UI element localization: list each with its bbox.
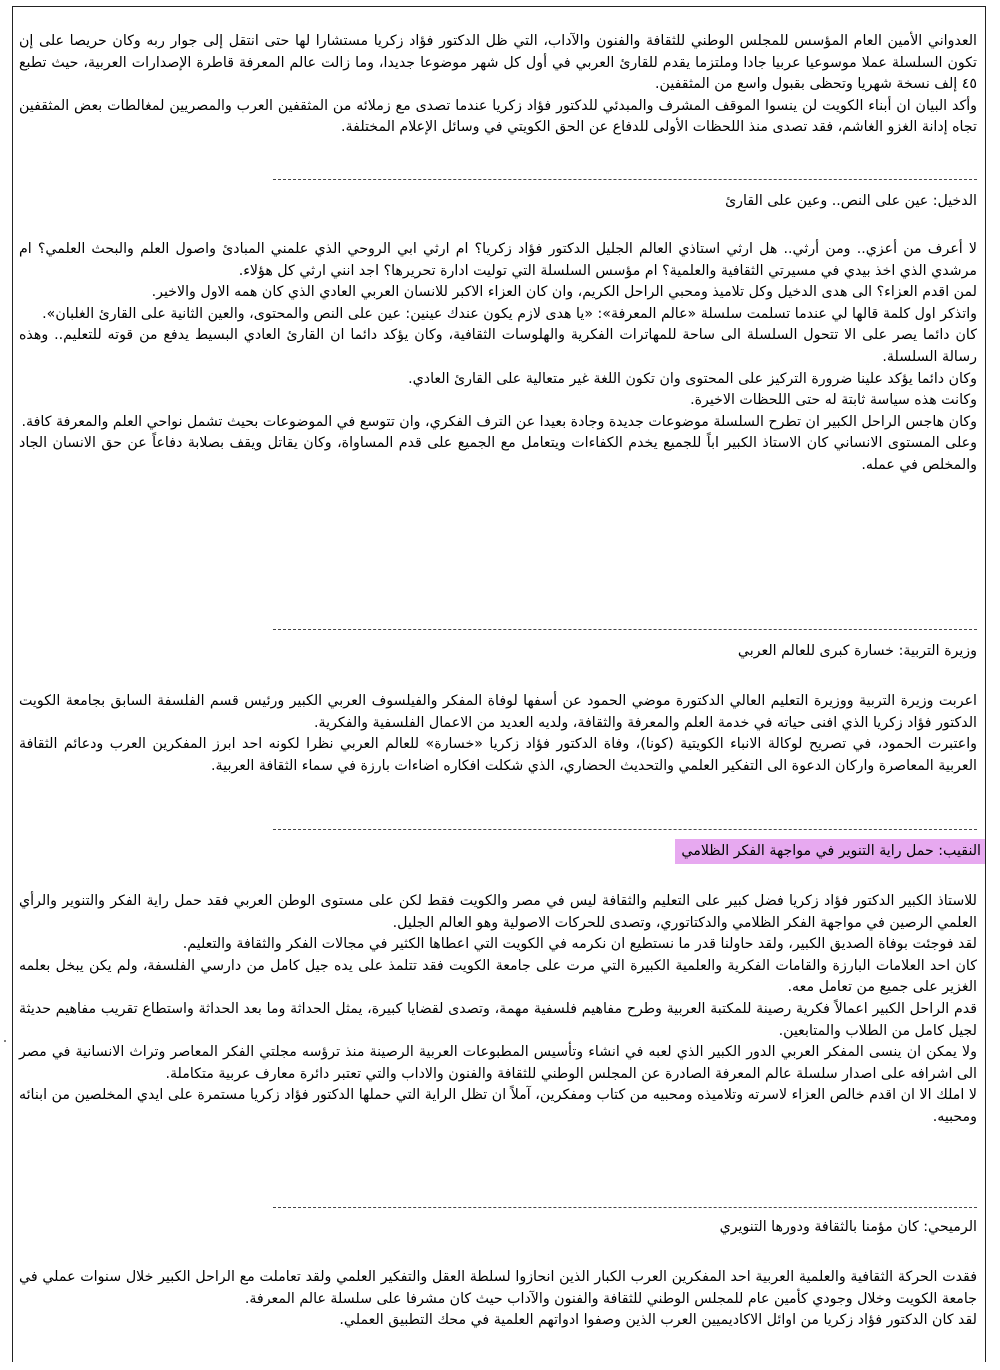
paragraph: واتذكر اول كلمة قالها لي عندما تسلمت سلسلة «عالم المعرفة»: «يا هدى لازم يكون عندك عينين: عين على النص والمحتوى، والعين الثانية على القارئ الغلبان».	[42, 305, 977, 322]
section-body-dakheel	[19, 239, 977, 477]
section-body-minister	[19, 691, 977, 777]
margin-mark	[4, 1040, 6, 1042]
separator-rule	[273, 829, 977, 830]
highlighted-heading: النقيب: حمل راية التنوير في مواجهة الفكر الظلامي	[675, 839, 985, 864]
section-body-naqib	[19, 891, 977, 1129]
paragraph: لمن اقدم العزاء؟ الى هدى الدخيل وكل تلاميذ ومحبي الراحل الكريم، وان كان العزاء الاكبر للانسان العربي العادي الذي كان همه الاول والاخير.	[151, 284, 977, 301]
paragraph: كان دائما يصر على الا تتحول السلسلة الى ساحة للمهاترات الفكرية والهلوسات الثقافية، وكان يؤكد دائما ان القارئ العادي البسيط يدفع من قوته للتعليم.. وهذه رسالة السلسلة.	[19, 327, 977, 365]
section-body-rumaihi	[19, 1267, 977, 1332]
article-page	[12, 6, 986, 1362]
section-heading-dakheel: الدخيل: عين على النص.. وعين على القارئ	[725, 193, 977, 209]
paragraph: كان احد العلامات البارزة والقامات الفكرية والعلمية الكبيرة التي مرت على جامعة الكويت فقد تتلمذ على يده جيل كامل من دارسي الفلسفة، ولم يكن يبخل بعلمه الغزير على جميع من تعامل معه.	[19, 957, 977, 996]
section-heading-naqib	[675, 839, 985, 864]
paragraph: وأكد البيان ان أبناء الكويت لن ينسوا الموقف المشرف والمبدئي للدكتور فؤاد زكريا عندما تصدى مع زملائه من المثقفين العرب والمصريين لمغالطات بعض المثقفين تجاه إدانة الغزو الغاشم، فقد تصدى منذ اللحظات الأولى للدفاع عن الحق الكويتي في وسائل الإعلام المختلفة.	[19, 97, 977, 136]
paragraph: قدم الراحل الكبير اعمالاً فكرية رصينة للمكتبة العربية وطرح مفاهيم فلسفية مهمة، وتصدى لقضايا كبيرة، يمثل الحداثة وما بعد الحداثة واستطاع تقريب مفاهيم حديثة لجيل كامل من الطلاب والمتابعين.	[19, 1000, 977, 1039]
paragraph: واعتبرت الحمود، في تصريح لوكالة الانباء الكويتية (كونا)، وفاة الدكتور فؤاد زكريا «خسارة» للعالم العربي نظرا لكونه احد ابرز المفكرين العرب ودعائم الثقافة العربية المعاصرة واركان الدعوة الى التفكير العلمي والتحديث الحضاري، الذي شكلت افكاره اضاءات بارزة في سماء الثقافة العربية.	[19, 736, 977, 774]
separator-rule	[273, 629, 977, 630]
paragraph: وكان هاجس الراحل الكبير ان تطرح السلسلة موضوعات جديدة وجادة بعيدا عن الترف الفكري، وان تتوسع في الموضوعات بحيث تشمل نواحي العلم والمعرفة كافة.	[21, 413, 977, 430]
paragraph: وعلى المستوى الانساني كان الاستاذ الكبير اباً للجميع يخدم الكفاءات ويتعامل مع الجميع على قدم المساواة، وكان يقاتل ويقف بصلابة دفاعاً عن حق الانسان الجاد والمخلص في عمله.	[19, 435, 977, 473]
paragraph: ولا يمكن ان ينسى المفكر العربي الدور الكبير الذي لعبه في انشاء وتأسيس المطبوعات العربية الرصينة منذ ترؤسه مجلتي الفكر المعاصر وتراث الانسانية في مصر الى اشرافه على اصدار سلسلة عالم المعرفة الصادرة عن المجلس الوطني للثقافة والفنون والاداب والتي تعتبر دائرة معارف عربية متكاملة.	[19, 1044, 977, 1082]
paragraph: اعربت وزيرة التربية ووزيرة التعليم العالي الدكتورة موضي الحمود عن أسفها لوفاة المفكر والفيلسوف العربي الكبير ورئيس قسم الفلسفة السابق بجامعة الكويت الدكتور فؤاد زكريا الذي افنى حياته في خدمة العلم والمعرفة والثقافة، ولديه العديد من الاعمال الفلسفية والفكرية.	[19, 693, 977, 731]
paragraph: العدواني الأمين العام المؤسس للمجلس الوطني للثقافة والفنون والآداب، التي ظل الدكتور فؤاد زكريا مستشارا لها حتى انتقل إلى جوار ربه وكان حريصا على إن تكون السلسلة عملا موسوعيا عربيا جادا وملتزما يقدم للقارئ العربي في أول كل شهر موضوعا جديدا، وما زالت عالم المعرفة قاطرة الإصدارات العربية، حيث تطبع ٤٥ إلف نسخة شهريا وتحظى بقبول واسع من المثقفين.	[19, 33, 977, 93]
separator-rule	[273, 179, 977, 180]
paragraph: فقدت الحركة الثقافية والعلمية العربية احد المفكرين العرب الكبار الذين انحازوا لسلطة العقل والتفكير العلمي ولقد تعاملت مع الراحل الكبير خلال سنوات عملي في جامعة الكويت وخلال وجودي كأمين عام للمجلس الوطني للثقافة والفنون والآداب حيث كان مشرفا على سلسلة عالم المعرفة.	[19, 1269, 977, 1307]
paragraph: لا أعرف من أعزي.. ومن أرثي.. هل ارثي استاذي العالم الجليل الدكتور فؤاد زكريا؟ ام ارثي ابي الروحي الذي علمني المبادئ واصول العلم والبحث العلمي؟ ام مرشدي الذي اخذ بيدي في مسيرتي الثقافية والعلمية؟ ام مؤسس السلسلة التي توليت ادارة تحريرها؟ اجد انني ارثي كل هؤلاء.	[19, 241, 977, 279]
section-heading-rumaihi: الرميحي: كان مؤمنا بالثقافة ودورها التنويري	[719, 1219, 977, 1235]
section-heading-minister: وزيرة التربية: خسارة كبرى للعالم العربي	[737, 643, 977, 659]
paragraph: وكان دائما يؤكد علينا ضرورة التركيز على المحتوى وان تكون اللغة غير متعالية على القارئ العادي.	[408, 370, 977, 387]
paragraph: وكانت هذه سياسة ثابتة له حتى اللحظات الاخيرة.	[690, 392, 977, 409]
paragraph: لا املك الا ان اقدم خالص العزاء لاسرته وتلاميذه ومحبيه من كتاب ومفكرين، آملاً ان تظل الراية التي حملها الدكتور فؤاد زكريا مستمرة على ايدي المخلصين من ابنائه ومحبيه.	[19, 1087, 977, 1125]
paragraph: للاستاذ الكبير الدكتور فؤاد زكريا فضل كبير على التعليم والثقافة ليس في مصر والكويت فقط لكن على مستوى الوطن العربي فقد حمل راية الفكر والتنوير والرأي العلمي الرصين في مواجهة الفكر الظلامي والدكتاتوري، وتصدى للحركات الاصولية وهو العالم الجليل.	[19, 893, 977, 931]
intro-text	[19, 31, 977, 139]
paragraph: لقد فوجئت بوفاة الصديق الكبير، ولقد حاولنا قدر ما نستطيع ان نكرمه في الكويت التي اعطاها الكثير في مجالات الفكر والثقافة والتعليم.	[182, 936, 977, 953]
separator-rule	[273, 1207, 977, 1208]
paragraph: لقد كان الدكتور فؤاد زكريا من اوائل الاكاديميين العرب الذين وصفوا ادواتهم العلمية في محك التطبيق العملي.	[339, 1312, 977, 1329]
